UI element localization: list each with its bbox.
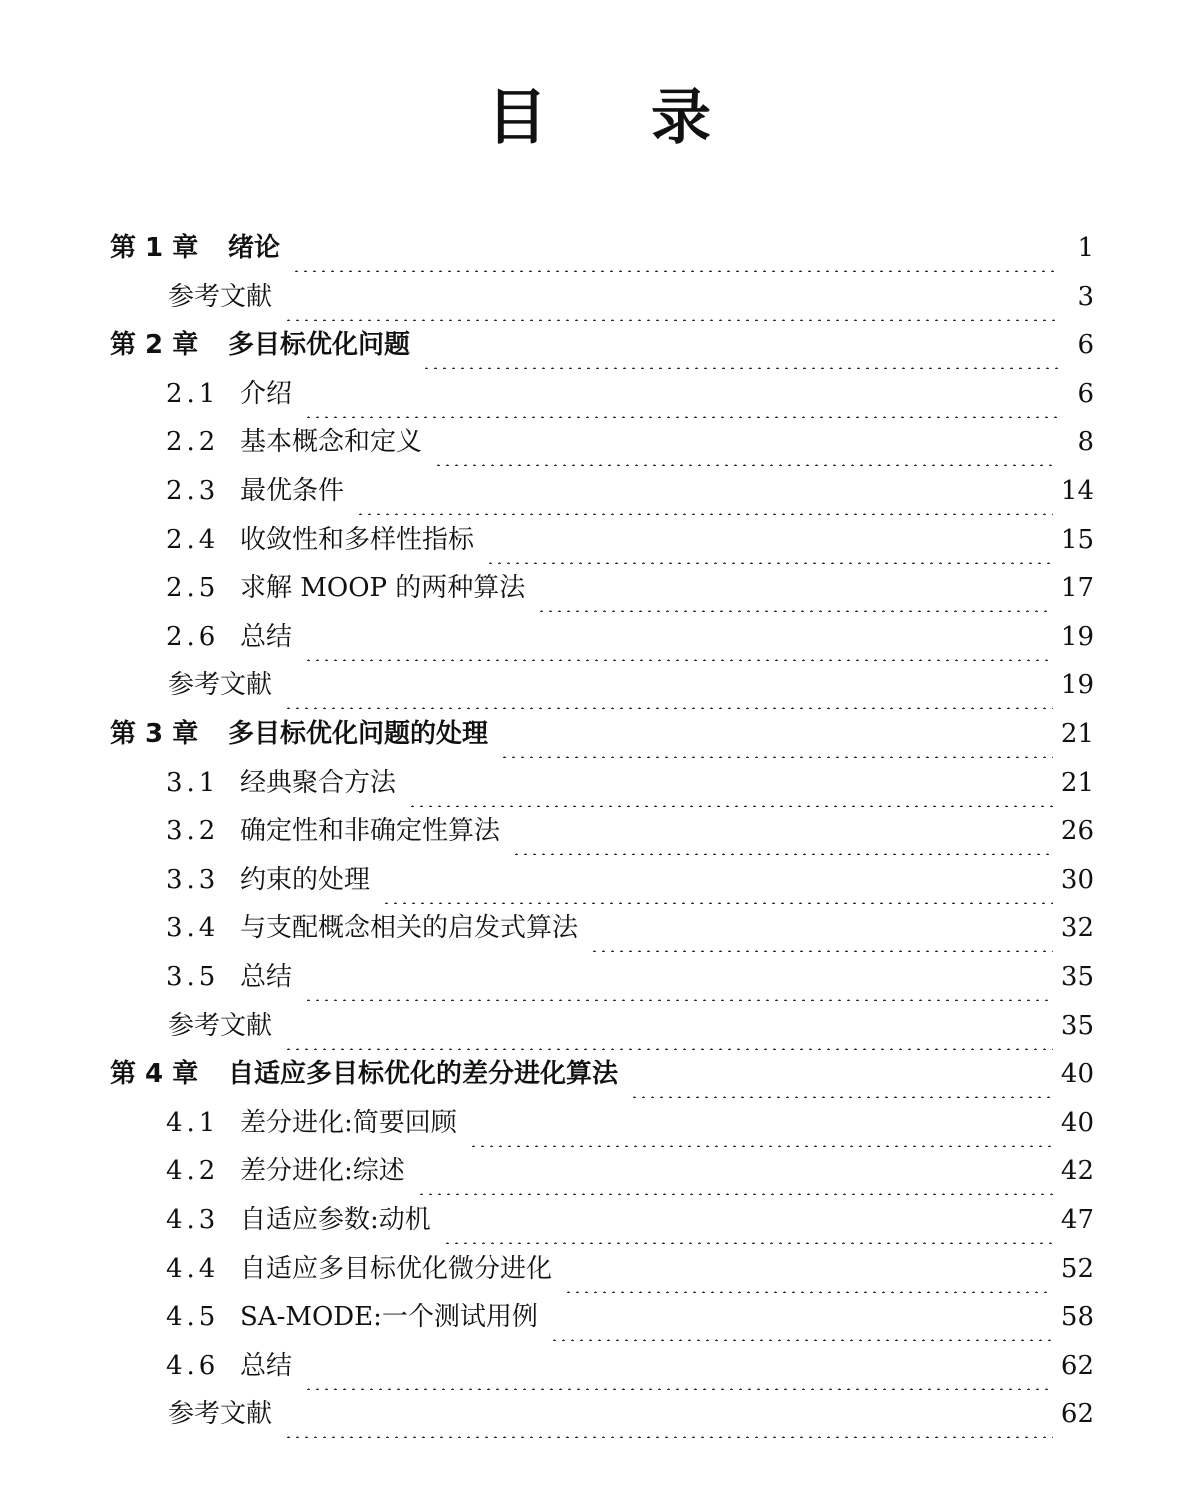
dot-leader (408, 759, 1053, 807)
dot-leader (284, 273, 1058, 321)
toc-entry-number: 4.4 (166, 1253, 220, 1284)
toc-page-number: 35 (1060, 962, 1094, 992)
toc-entry-title: 总结 (240, 962, 293, 992)
toc-section-row[interactable] (166, 1342, 1094, 1390)
toc-entry-number: 2.4 (166, 524, 220, 555)
toc-entry-number: 3.5 (166, 962, 220, 992)
toc-entry-number: 第 3 章 (110, 719, 199, 749)
dot-leader (469, 1099, 1053, 1147)
toc-chapter-row[interactable] (110, 1050, 1094, 1098)
toc-section-row[interactable] (166, 1245, 1094, 1293)
dot-leader (356, 467, 1053, 515)
toc-page-number: 40 (1060, 1107, 1094, 1138)
toc-section-row[interactable] (166, 1293, 1094, 1341)
toc-entry-number: 4.5 (166, 1302, 220, 1333)
toc-entry-title: 最优条件 (240, 476, 345, 506)
toc-page-number: 21 (1060, 767, 1094, 798)
dot-leader (564, 1245, 1053, 1293)
toc-page-number: 40 (1060, 1059, 1094, 1090)
toc-entry-title: 差分进化:综述 (240, 1156, 405, 1187)
toc-entry-number: 4.3 (166, 1205, 220, 1235)
toc-entry-title: 求解 MOOP 的两种算法 (240, 573, 526, 604)
toc-entry-title: 基本概念和定义 (240, 427, 423, 458)
toc-page-number: 62 (1060, 1399, 1094, 1430)
dot-leader (304, 1342, 1053, 1390)
toc-entry-number: 4.2 (166, 1156, 220, 1187)
toc-page-number: 15 (1060, 524, 1094, 555)
dot-leader (443, 1196, 1053, 1244)
toc-entry-number: 4.6 (166, 1350, 220, 1381)
toc-entry-title: 自适应多目标优化的差分进化算法 (228, 1059, 619, 1090)
toc-page-number: 47 (1060, 1205, 1094, 1235)
toc-entry-title: 约束的处理 (240, 864, 371, 895)
toc-entry-title: 收敛性和多样性指标 (240, 524, 475, 555)
toc-page-number: 58 (1060, 1302, 1094, 1333)
toc-section-row[interactable] (166, 467, 1094, 515)
toc-chapter-row[interactable] (110, 710, 1094, 758)
toc-chapter-row[interactable] (110, 321, 1094, 369)
toc-section-row[interactable] (166, 953, 1094, 1001)
toc-entry-title: 总结 (240, 1350, 293, 1381)
toc-entry-number: 第 4 章 (110, 1059, 199, 1090)
toc-chapter-row[interactable] (110, 224, 1094, 272)
toc-section-row[interactable] (166, 807, 1094, 855)
toc-page-number: 42 (1060, 1156, 1094, 1187)
dot-leader (537, 564, 1053, 612)
toc-entry-number: 第 2 章 (110, 330, 199, 361)
toc-entry-title: 与支配概念相关的启发式算法 (240, 913, 579, 944)
dot-leader (304, 953, 1053, 1001)
toc-section-row[interactable] (166, 1147, 1094, 1195)
toc-section-row[interactable] (166, 759, 1094, 807)
toc-entry-title: 参考文献 (168, 281, 273, 312)
toc-entry-title: 参考文献 (168, 1399, 273, 1430)
toc-page-number: 21 (1060, 719, 1094, 749)
toc-entry-title: 参考文献 (168, 670, 273, 701)
toc-entry-title: 经典聚合方法 (240, 767, 397, 798)
toc-entry-number: 2.2 (166, 427, 220, 458)
toc-entry-number: 3.2 (166, 816, 220, 847)
toc-section-row[interactable] (166, 904, 1094, 952)
toc-page-number: 52 (1060, 1253, 1094, 1284)
toc-entry-title: 绪论 (228, 233, 281, 263)
toc-entry-number: 2.5 (166, 573, 220, 604)
dot-leader (417, 1147, 1053, 1195)
dot-leader (304, 370, 1058, 418)
toc-section-row[interactable] (166, 856, 1094, 904)
toc-references-row[interactable] (168, 1390, 1094, 1438)
dot-leader (422, 321, 1058, 369)
toc-section-row[interactable] (166, 418, 1094, 466)
toc-page-number: 30 (1060, 864, 1094, 895)
page-title-char-2: 录 (651, 83, 711, 153)
dot-leader (434, 418, 1058, 466)
page-title-char-1: 目 (487, 83, 547, 153)
toc-entry-number: 2.6 (166, 621, 220, 652)
toc-entry-title: 介绍 (240, 378, 293, 409)
toc-entry-title: SA-MODE:一个测试用例 (240, 1302, 538, 1333)
toc-entry-title: 多目标优化问题的处理 (228, 719, 489, 749)
toc-page-number: 8 (1077, 427, 1094, 458)
toc-entry-title: 确定性和非确定性算法 (240, 816, 501, 847)
toc-page-number: 32 (1060, 913, 1094, 944)
dot-leader (630, 1050, 1053, 1098)
toc-entry-title: 自适应多目标优化微分进化 (240, 1253, 553, 1284)
toc-page-number: 14 (1060, 476, 1094, 506)
toc-page-number: 19 (1060, 621, 1094, 652)
dot-leader (512, 807, 1053, 855)
dot-leader (284, 661, 1053, 709)
toc-entry-number: 3.1 (166, 767, 220, 798)
dot-leader (292, 224, 1058, 272)
toc-entry-number: 第 1 章 (110, 233, 199, 263)
toc-entry-number: 4.1 (166, 1107, 220, 1138)
toc-entry-title: 自适应参数:动机 (240, 1205, 431, 1235)
toc-page-number: 3 (1077, 281, 1094, 312)
toc-references-row[interactable] (168, 1002, 1094, 1050)
toc-entry-title: 参考文献 (168, 1010, 273, 1041)
toc-page-number: 1 (1077, 233, 1094, 263)
dot-leader (304, 613, 1053, 661)
page-title (0, 78, 1198, 158)
toc-entry-number: 2.3 (166, 476, 220, 506)
toc-page-number: 6 (1077, 330, 1094, 361)
toc-section-row[interactable] (166, 564, 1094, 612)
dot-leader (284, 1390, 1053, 1438)
dot-leader (284, 1002, 1053, 1050)
toc-entry-number: 3.3 (166, 864, 220, 895)
toc-section-row[interactable] (166, 370, 1094, 418)
toc-references-row[interactable] (168, 273, 1094, 321)
toc-page-number: 19 (1060, 670, 1094, 701)
toc-entry-title: 多目标优化问题 (228, 330, 411, 361)
dot-leader (550, 1293, 1053, 1341)
toc-page-number: 62 (1060, 1350, 1094, 1381)
toc-entry-number: 2.1 (166, 378, 220, 409)
toc-entry-title: 差分进化:简要回顾 (240, 1107, 457, 1138)
toc-page-number: 17 (1060, 573, 1094, 604)
toc-entry-number: 3.4 (166, 913, 220, 944)
toc-page-number: 6 (1077, 378, 1094, 409)
toc-section-row[interactable] (166, 1099, 1094, 1147)
dot-leader (590, 904, 1053, 952)
toc-references-row[interactable] (168, 661, 1094, 709)
dot-leader (500, 710, 1053, 758)
toc-section-row[interactable] (166, 516, 1094, 564)
toc-page-number: 26 (1060, 816, 1094, 847)
toc-page-number: 35 (1060, 1010, 1094, 1041)
toc-section-row[interactable] (166, 613, 1094, 661)
toc-entry-title: 总结 (240, 621, 293, 652)
dot-leader (382, 856, 1053, 904)
toc-section-row[interactable] (166, 1196, 1094, 1244)
dot-leader (486, 516, 1053, 564)
